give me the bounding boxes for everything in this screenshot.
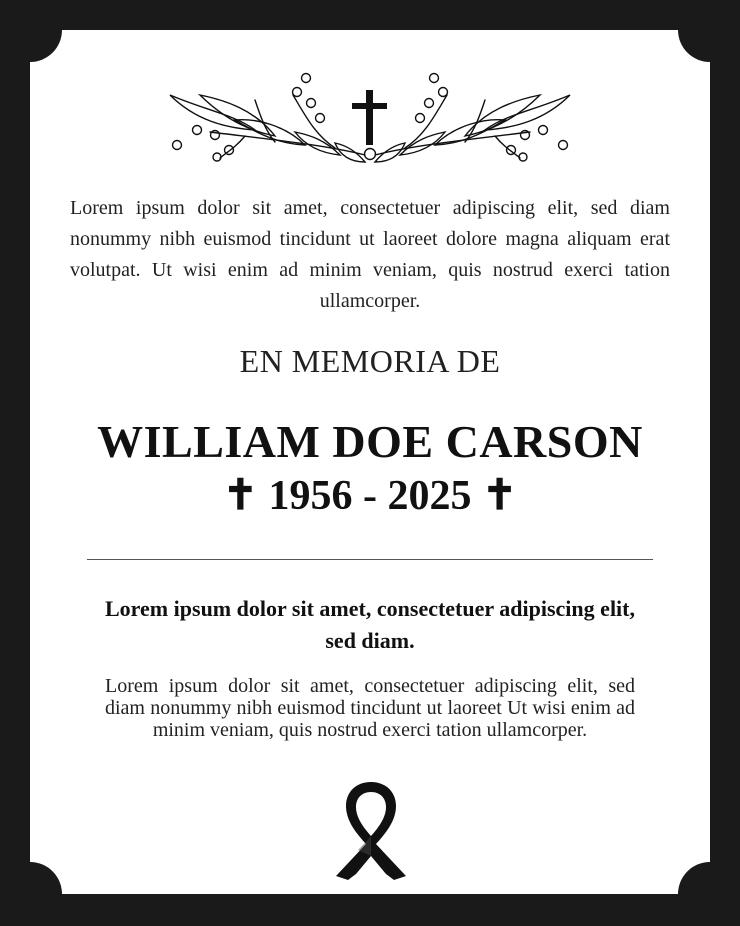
body-paragraph: Lorem ipsum dolor sit amet, consectetuer adipiscing elit, sed diam nonummy nibh euismod tincidunt ut laoreet Ut wisi enim ad minim veniam, quis nostrud exerci tation ullamcorper. (105, 675, 635, 741)
corner-notch-top-right (678, 0, 740, 62)
corner-notch-bottom-left (0, 862, 62, 926)
memorial-card (30, 30, 710, 894)
deceased-name: WILLIAM DOE CARSON (97, 416, 643, 467)
life-years (30, 470, 710, 520)
cross-icon: ✝ (482, 473, 518, 519)
corner-notch-top-left (0, 0, 62, 62)
mourning-ribbon-icon (326, 780, 416, 882)
subheading: Lorem ipsum dolor sit amet, consectetuer adipiscing elit, sed diam. (105, 596, 635, 653)
floral-wreath-cross-icon (165, 70, 575, 165)
cross-icon: ✝ (222, 473, 258, 519)
intro-paragraph: Lorem ipsum dolor sit amet, consectetuer adipiscing elit, sed diam nonummy nibh euismod tincidunt ut laoreet dolore magna aliquam erat volutpat. Ut wisi enim ad minim veniam, quis nostrud exerci tation ullamcorper. (70, 197, 670, 312)
section-divider (87, 559, 653, 560)
years-text: 1956 - 2025 (268, 473, 472, 519)
memorial-heading: EN MEMORIA DE (239, 343, 501, 379)
corner-notch-bottom-right (678, 862, 740, 926)
